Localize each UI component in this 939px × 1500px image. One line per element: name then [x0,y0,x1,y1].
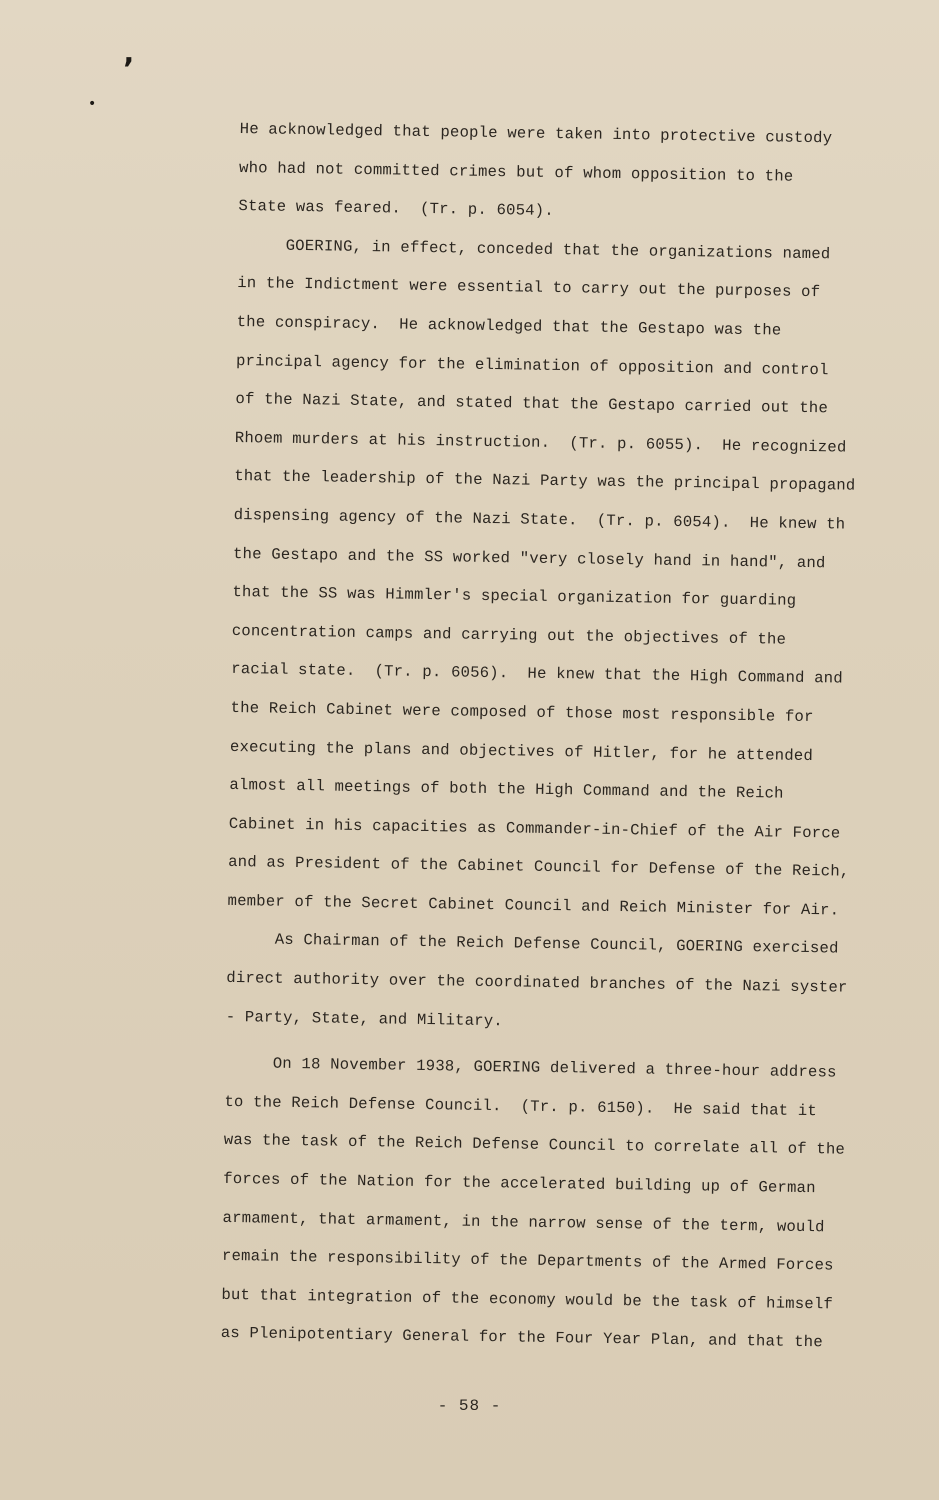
text-line: but that integration of the economy would be the task of himself [221,1285,834,1314]
text-line: to the Reich Defense Council. (Tr. p. 6150). He said that it [224,1092,818,1121]
text-line: member of the Secret Cabinet Council and Reich Minister for Air. [227,891,840,920]
text-line: direct authority over the coordinated branches of the Nazi syster [226,968,848,997]
text-line: as Plenipotentiary General for the Four Year Plan, and that the [220,1324,823,1352]
text-line: almost all meetings of both the High Command and the Reich [229,776,784,803]
text-line: who had not committed crimes but of whom opposition to the [238,158,794,186]
body-text [220,110,869,1363]
text-line: was the task of the Reich Defense Council to correlate all of the [223,1131,846,1160]
text-line: armament, that armament, in the narrow sense of the term, would [222,1208,825,1236]
text-line: and as President of the Cabinet Council for Defense of the Reich, [228,853,850,881]
text-line: On 18 November 1938, GOERING delivered a three-hour address [224,1054,837,1082]
text-line: executing the plans and objectives of Hitler, for he attended [229,737,814,765]
text-line: in the Indictment were essential to carry out the purposes of [237,274,821,302]
margin-dot: • [88,96,97,112]
text-line: Rhoem murders at his instruction. (Tr. p. 6055). He recognized [234,428,847,457]
text-line: concentration camps and carrying out the objectives of the [231,621,787,649]
text-line: - Party, State, and Military. [225,1007,504,1030]
text-line: State was feared. (Tr. p. 6054). [238,197,555,221]
text-line: As Chairman of the Reich Defense Council, GOERING exercised [226,930,839,958]
text-line: the conspiracy. He acknowledged that the Gestapo was the [236,312,782,340]
text-line: the Gestapo and the SS worked "very closely hand in hand", and [232,544,826,572]
text-line: GOERING, in effect, conceded that the organizations named [237,235,831,264]
text-line: racial state. (Tr. p. 6056). He knew that the High Command and [231,660,843,688]
text-line: of the Nazi State, and stated that the Gestapo carried out the [235,390,829,418]
margin-mark: ’ [123,52,135,87]
text-line: dispensing agency of the Nazi State. (Tr. p. 6054). He knew th [233,505,846,534]
page-number: - 58 - [437,1397,502,1415]
text-line: forces of the Nation for the accelerated building up of German [223,1169,816,1198]
text-line: remain the responsibility of the Departments of the Armed Forces [221,1247,834,1275]
text-line: He acknowledged that people were taken into protective custody [239,119,833,148]
text-line: the Reich Cabinet were composed of those most responsible for [230,698,814,726]
text-line: principal agency for the elimination of opposition and control [235,351,829,379]
text-line: that the leadership of the Nazi Party was the principal propagand [234,467,856,496]
text-line: that the SS was Himmler's special organization for guarding [232,583,797,610]
text-line: Cabinet in his capacities as Commander-in-Chief of the Air Force [228,814,841,843]
